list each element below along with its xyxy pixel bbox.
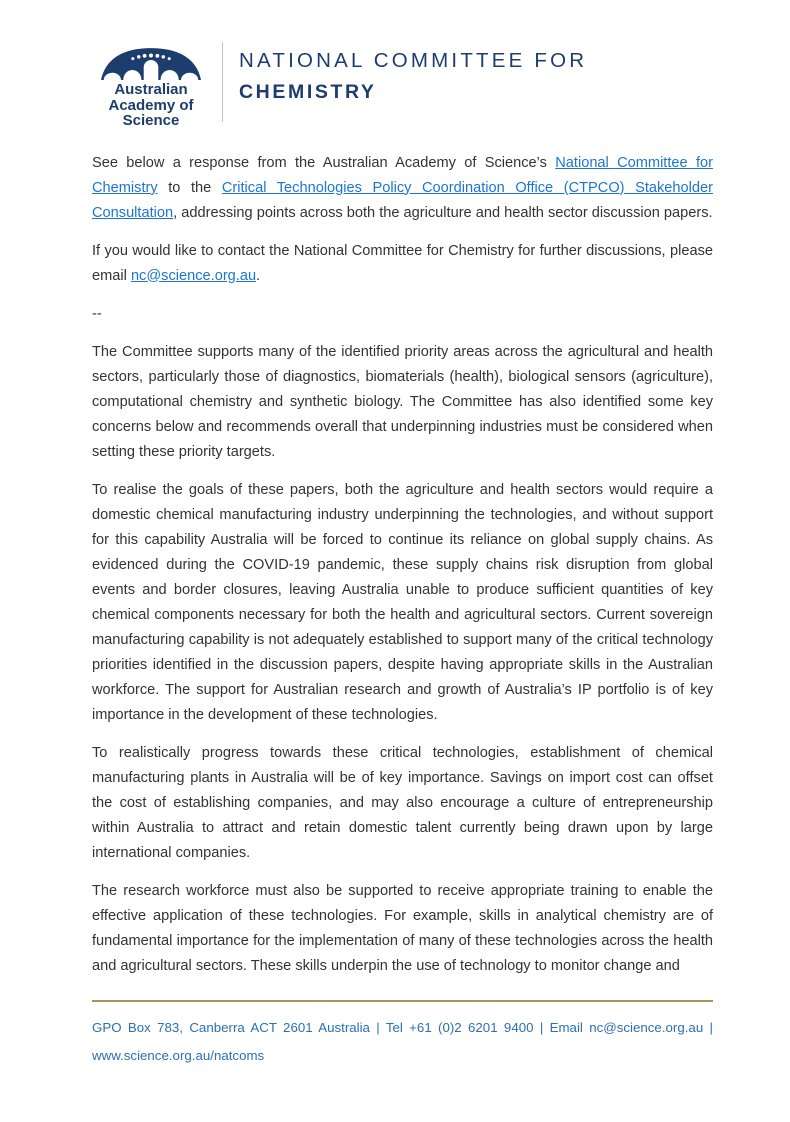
paragraph: To realistically progress towards these critical technologies, establishment of chemical manufacturing plants in Australia will be of key importance. Savings on import cost can offset the cost of establishing companies, and may also encourage a culture of entrepreneurship within Australia to attract and retain domestic talent currently being drawn upon by large international companies.	[92, 744, 713, 861]
paragraph: --	[92, 305, 102, 322]
footer-contact-line: GPO Box 783, Canberra ACT 2601 Australia | Tel +61 (0)2 6201 9400 | Email nc@science.org.au |	[92, 1020, 713, 1035]
inline-link[interactable]: National Committee for Chemistry	[92, 154, 713, 196]
committee-title-line2: CHEMISTRY	[239, 81, 377, 103]
org-name-line: Science	[122, 112, 180, 129]
inline-link[interactable]: nc@science.org.au	[130, 267, 257, 284]
org-name-line: Academy of	[108, 96, 194, 114]
committee-title-line1: NATIONAL COMMITTEE FOR	[239, 49, 588, 72]
footer-rule	[92, 1000, 713, 1002]
academy-dome-icon	[96, 40, 206, 80]
document-body	[92, 151, 713, 979]
paragraph: The research workforce must also be supported to receive appropriate training to enable the effective application of these technologies. For example, skills in analytical chemistry are of fundamental importance for the implementation of many of these technologies across the health and agricultural sectors. These skills underpin the use of technology to monitor change and	[92, 882, 713, 974]
footer-website: www.science.org.au/natcoms	[92, 1048, 265, 1063]
org-name-line: Australian	[114, 81, 188, 98]
paragraph: The Committee supports many of the identified priority areas across the agricultural and health sectors, particularly those of diagnostics, biomaterials (health), biological sensors (agriculture), computational chemistry and synthetic biology. The Committee has also identified some key concerns below and recommends overall that underpinning industries must be considered when setting these priority targets.	[92, 343, 713, 460]
header-divider	[222, 42, 223, 122]
inline-link[interactable]: Critical Technologies Policy Coordination Office (CTPCO) Stakeholder Consultation	[92, 179, 713, 221]
org-name	[108, 82, 193, 129]
letterhead	[92, 40, 713, 129]
paragraph: To realise the goals of these papers, both the agriculture and health sectors would require a domestic chemical manufacturing industry underpinning the technologies, and without support for this capability Australia will be forced to continue its reliance on global supply chains. As evidenced during the COVID-19 pandemic, these supply chains risk disruption from global events and border closures, leaving Australia unable to produce sufficient quantities of key chemical components necessary for both the health and agricultural sectors. Current sovereign manufacturing capability is not adequately established to support many of the critical technology priorities identified in the discussion papers, despite having appropriate skills in the Australian workforce. The support for Australian research and growth of Australia’s IP portfolio is of key importance in the development of these technologies.	[92, 481, 713, 723]
paragraph: If you would like to contact the National Committee for Chemistry for further discussions, please email nc@science.org.au.	[92, 242, 713, 284]
page-footer	[92, 1000, 713, 1070]
academy-logo	[92, 40, 210, 129]
committee-title	[239, 40, 587, 104]
paragraph: See below a response from the Australian Academy of Science’s National Committee for Chemistry to the Critical Technologies Policy Coordination Office (CTPCO) Stakeholder Consultation, addressing points across both the agriculture and health sector discussion papers.	[92, 154, 713, 221]
